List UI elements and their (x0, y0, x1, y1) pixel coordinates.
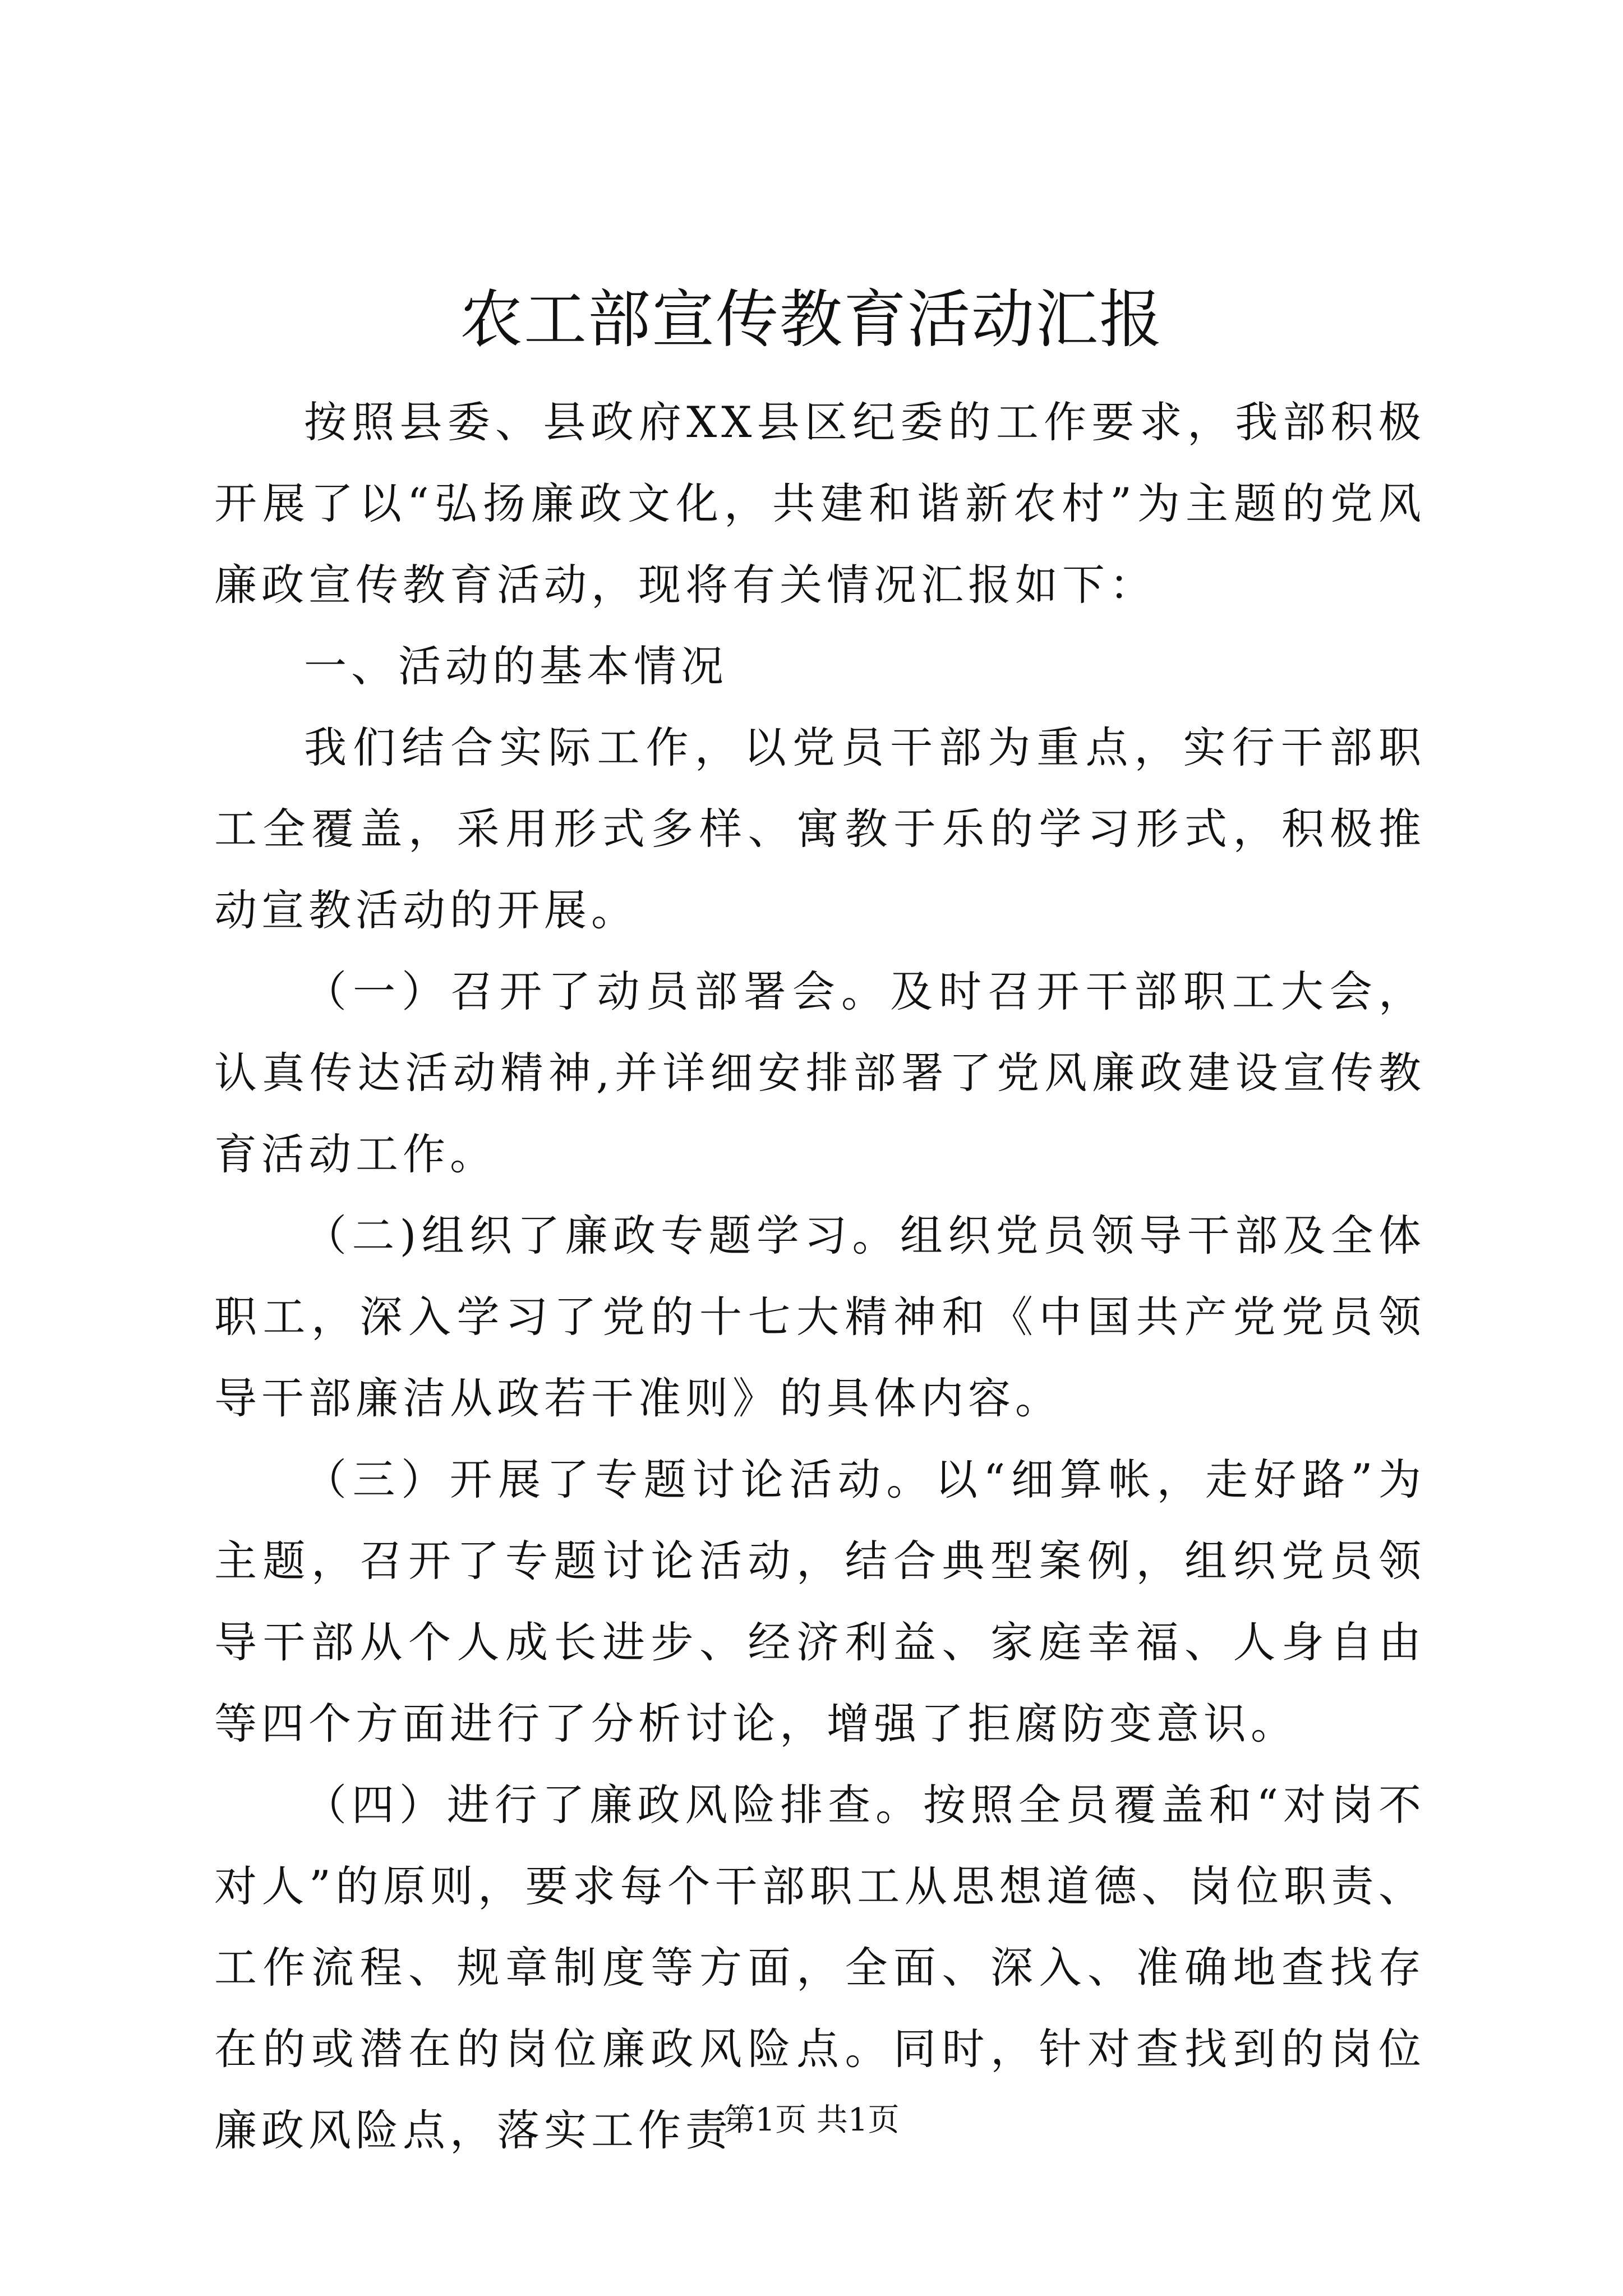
paragraph-item-4: （四）进行了廉政风险排查。按照全员覆盖和“对岗不对人”的原则，要求每个干部职工从思想道德、岗位职责、工作流程、规章制度等方面，全面、深入、准确地查找存在的或潜在的岗位廉政风险点。同时，针对查找到的岗位廉政风险点，落实工作责 (214, 1780, 1426, 2155)
page-footer: 第1页 共1页 (723, 2102, 900, 2138)
paragraph-item-1: （一）召开了动员部署会。及时召开干部职工大会，认真传达活动精神,并详细安排部署了党风廉政建设宣传教育活动工作。 (214, 967, 1426, 1179)
paragraph-overview: 我们结合实际工作，以党员干部为重点，实行干部职工全覆盖，采用形式多样、寓教于乐的学习形式，积极推动宣教活动的开展。 (214, 723, 1426, 935)
paragraph-item-2: （二)组织了廉政专题学习。组织党员领导干部及全体职工，深入学习了党的十七大精神和《中国共产党党员领导干部廉洁从政若干准则》的具体内容。 (214, 1211, 1426, 1423)
document-title: 农工部宣传教育活动汇报 (460, 283, 1163, 356)
paragraph-intro: 按照县委、县政府XX县区纪委的工作要求，我部积极开展了以“弘扬廉政文化，共建和谐新农村”为主题的党风廉政宣传教育活动，现将有关情况汇报如下： (214, 397, 1426, 610)
document-body (214, 381, 1426, 2171)
paragraph-item-3: （三）开展了专题讨论活动。以“细算帐，走好路”为主题，召开了专题讨论活动，结合典型案例，组织党员领导干部从个人成长进步、经济利益、家庭幸福、人身自由等四个方面进行了分析讨论，增强了拒腐防变意识。 (214, 1455, 1426, 1749)
section-heading: 一、活动的基本情况 (304, 641, 728, 691)
